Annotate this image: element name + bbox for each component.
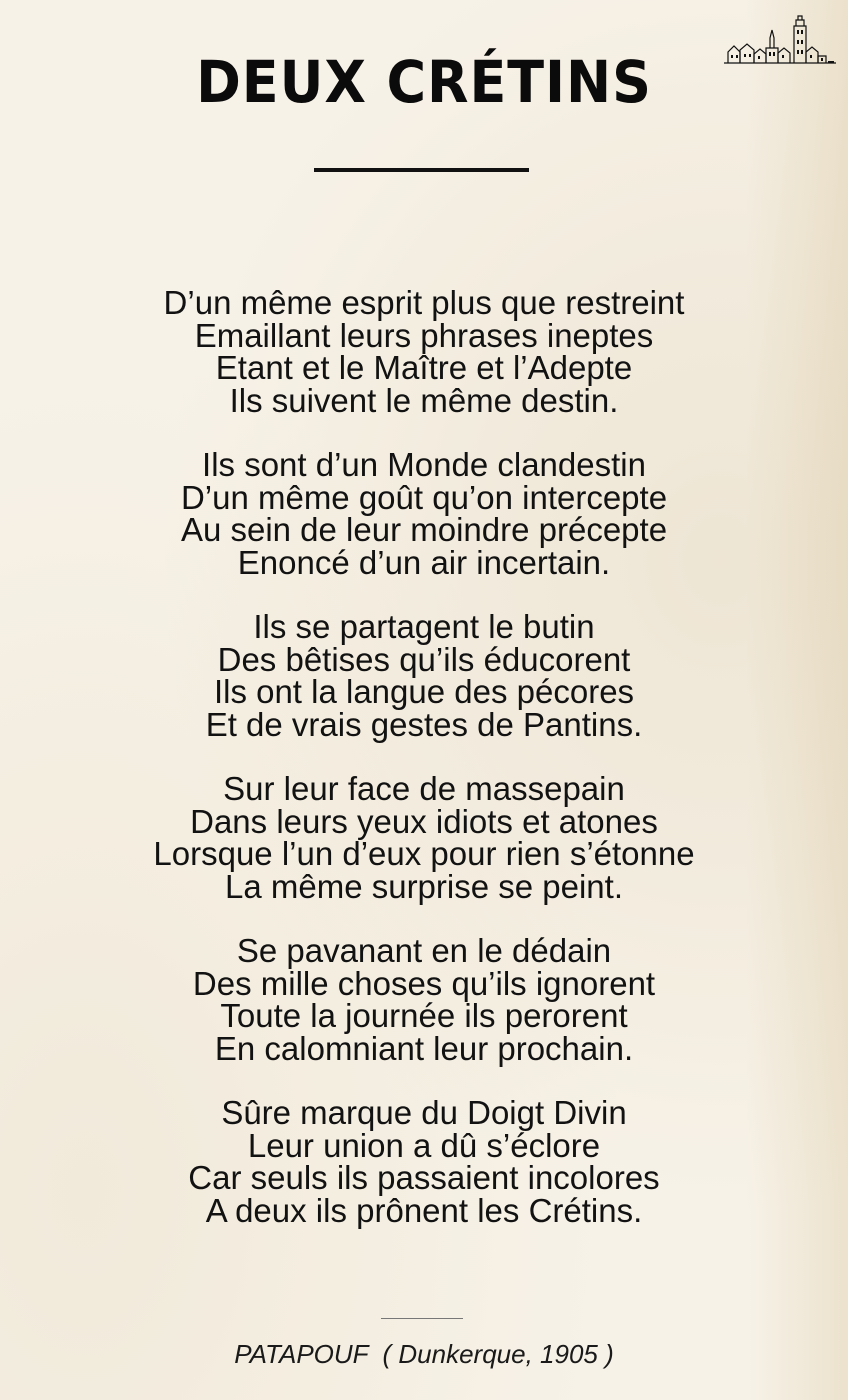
stanza xyxy=(0,1094,848,1229)
poem-line: Ils sont d’un Monde clandestin xyxy=(202,446,646,483)
poem-body xyxy=(0,284,848,1259)
poem-line: La même surprise se peint. xyxy=(224,867,623,905)
poem-line: Dans leurs yeux idiots et atones xyxy=(190,802,658,840)
town-skyline-icon xyxy=(722,14,838,70)
title-underline xyxy=(314,168,529,172)
poem-line: A deux ils prônent les Crétins. xyxy=(205,1191,643,1229)
poem-line: Des mille choses qu’ils ignorent xyxy=(192,964,656,1002)
stanza xyxy=(0,284,848,419)
poem-line: Enoncé d’un air incertain. xyxy=(237,543,611,581)
stanza xyxy=(0,770,848,905)
signature: PATAPOUF ( Dunkerque, 1905 ) xyxy=(234,1339,614,1369)
poem-line: D’un même goût qu’on intercepte xyxy=(180,478,668,516)
poem-line: Au sein de leur moindre précepte xyxy=(180,511,668,548)
poem-line: Ils se partagent le butin xyxy=(253,608,595,645)
poem-line: Se pavanant en le dédain xyxy=(236,932,612,969)
poem-line: Toute la journée ils perorent xyxy=(220,997,628,1034)
poem-line: Ils suivent le même destin. xyxy=(229,381,619,419)
poem-line: Ils ont la langue des pécores xyxy=(213,673,635,710)
poem-line: Des bêtises qu’ils éducorent xyxy=(217,640,631,678)
poem-line: Sûre marque du Doigt Divin xyxy=(221,1094,627,1131)
poem-line: Car seuls ils passaient incolores xyxy=(188,1159,660,1196)
poem-line: Leur union a dû s’éclore xyxy=(247,1126,601,1164)
stanza xyxy=(0,446,848,581)
poem-line: Et de vrais gestes de Pantins. xyxy=(205,705,643,743)
poem-line: En calomniant leur prochain. xyxy=(214,1029,634,1067)
signature-divider xyxy=(381,1318,463,1319)
poem-line: D’un même esprit plus que restreint xyxy=(163,284,685,321)
stanza xyxy=(0,608,848,743)
poem-line: Sur leur face de massepain xyxy=(223,770,625,807)
poem-line: Lorsque l’un d’eux pour rien s’étonne xyxy=(153,835,695,872)
stanza xyxy=(0,932,848,1067)
poem-line: Emaillant leurs phrases ineptes xyxy=(194,316,654,354)
poem-title: DEUX CRÉTINS xyxy=(196,48,652,116)
poem-line: Etant et le Maître et l’Adepte xyxy=(215,349,633,386)
